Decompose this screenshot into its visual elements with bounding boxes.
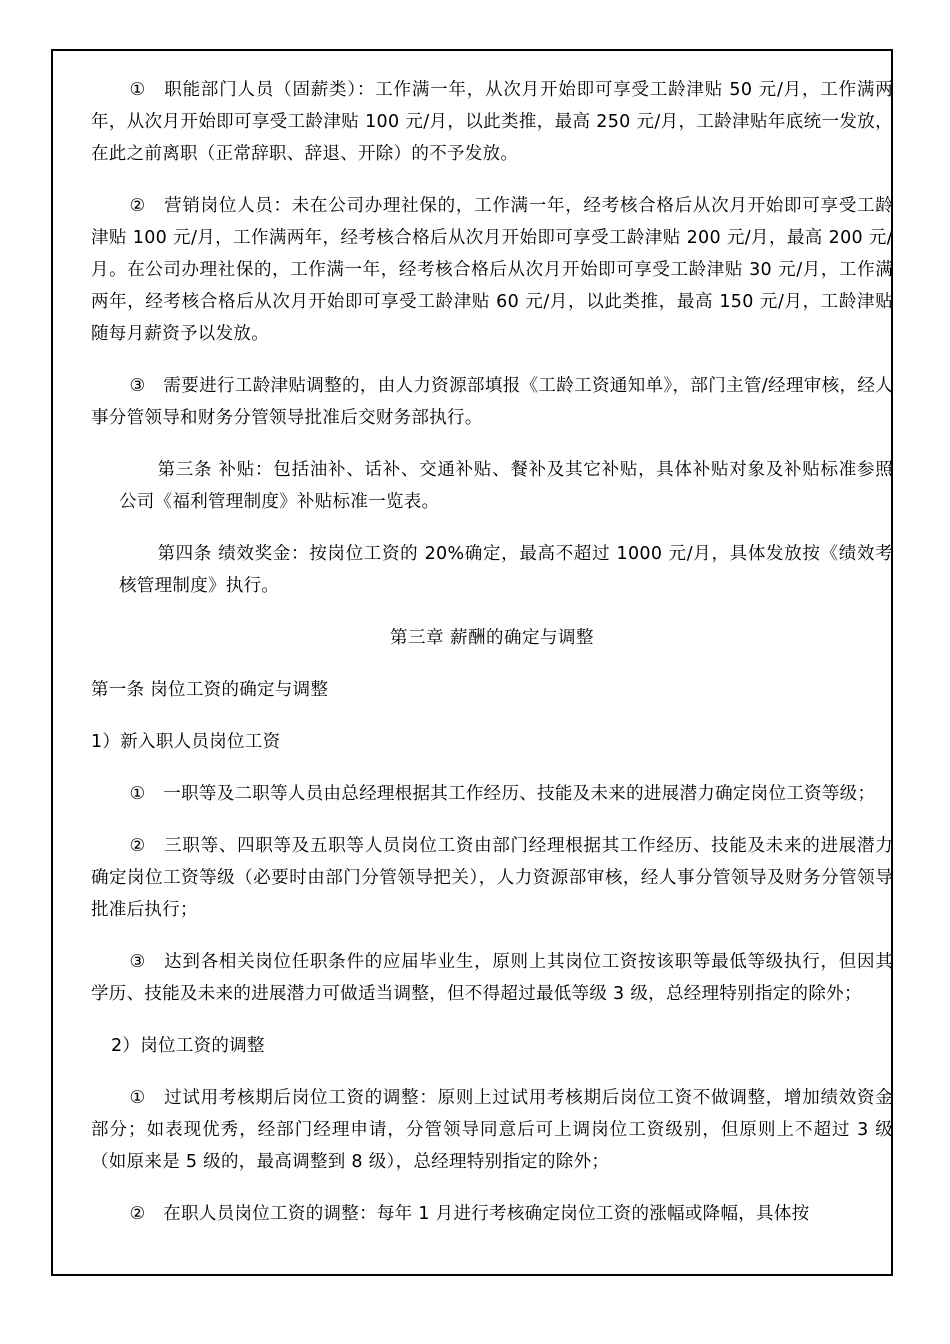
paragraph-article-3-subsidy: 第三条 补贴：包括油补、话补、交通补贴、餐补及其它补贴，具体补贴对象及补贴标准参照公司《福利管理制度》补贴标准一览表。 xyxy=(119,460,893,512)
paragraph-allowance-sales: ② 营销岗位人员：未在公司办理社保的，工作满一年，经考核合格后从次月开始即可享受工龄津贴 100 元/月，工作满两年，经考核合格后从次月开始即可享受工龄津贴 200 元/月，最高 200 元/月。在公司办理社保的，工作满一年，经考核合格后从次月开始即可享受工龄津贴 30 元/月，工作满两年，经考核合格后从次月开始即可享受工龄津贴 60 元/月，以此类推，最高 150 元/月，工龄津贴随每月薪资予以发放。 xyxy=(91,196,893,344)
paragraph-probation-adjustment: ① 过试用考核期后岗位工资的调整：原则上过试用考核期后岗位工资不做调整，增加绩效资金部分；如表现优秀，经部门经理申请，分管领导同意后可上调岗位工资级别，但原则上不超过 3 级（如原来是 5 级的，最高调整到 8 级），总经理特别指定的除外； xyxy=(91,1088,893,1172)
paragraph-new-hire-grade-1-2: ① 一职等及二职等人员由总经理根据其工作经历、技能及未来的进展潜力确定岗位工资等级； xyxy=(129,784,876,804)
section-2-heading: 2）岗位工资的调整 xyxy=(111,1036,265,1056)
paragraph-incumbent-adjustment: ② 在职人员岗位工资的调整：每年 1 月进行考核确定岗位工资的涨幅或降幅，具体按 xyxy=(129,1204,810,1224)
paragraph-new-graduates: ③ 达到各相关岗位任职条件的应届毕业生，原则上其岗位工资按该职等最低等级执行，但因其学历、技能及未来的进展潜力可做适当调整，但不得超过最低等级 3 级，总经理特别指定的除外； xyxy=(91,952,893,1004)
paragraph-allowance-adjustment: ③ 需要进行工龄津贴调整的，由人力资源部填报《工龄工资通知单》，部门主管/经理审核，经人事分管领导和财务分管领导批准后交财务部执行。 xyxy=(91,376,893,428)
paragraph-allowance-functional: ① 职能部门人员（固薪类）：工作满一年，从次月开始即可享受工龄津贴 50 元/月，工作满两年，从次月开始即可享受工龄津贴 100 元/月，以此类推，最高 250 元/月，工龄津贴年底统一发放，在此之前离职（正常辞职、辞退、开除）的不予发放。 xyxy=(91,80,893,164)
document-body xyxy=(91,74,893,1230)
article-1-heading: 第一条 岗位工资的确定与调整 xyxy=(91,680,329,700)
paragraph-new-hire-grade-3-5: ② 三职等、四职等及五职等人员岗位工资由部门经理根据其工作经历、技能及未来的进展潜力确定岗位工资等级（必要时由部门分管领导把关），人力资源部审核，经人事分管领导及财务分管领导批准后执行； xyxy=(91,836,893,920)
chapter-heading: 第三章 薪酬的确定与调整 xyxy=(389,628,595,648)
section-1-heading: 1）新入职人员岗位工资 xyxy=(91,732,281,752)
paragraph-article-4-bonus: 第四条 绩效奖金：按岗位工资的 20%确定，最高不超过 1000 元/月，具体发放按《绩效考核管理制度》执行。 xyxy=(119,544,893,596)
